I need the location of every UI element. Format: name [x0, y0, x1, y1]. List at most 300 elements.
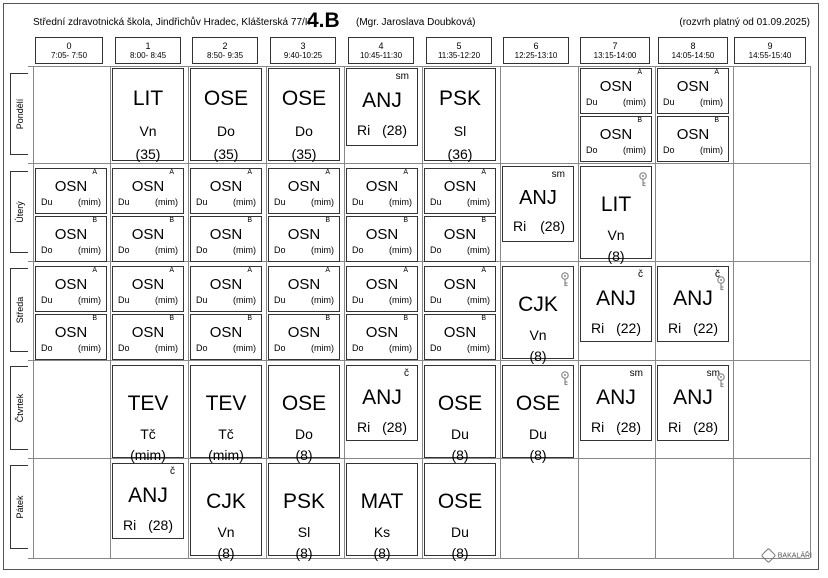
- period-header: [192, 37, 258, 64]
- lesson-card[interactable]: [112, 68, 184, 161]
- school-name: Střední zdravotnická škola, Jindřichův Hradec, Klášterská 77/II: [33, 17, 311, 28]
- split-lesson-group: B: [92, 315, 97, 322]
- period-time: 12:25-13:10: [514, 51, 558, 60]
- split-lesson-teacher: Du: [274, 295, 286, 305]
- lesson-teacher: Ri: [668, 320, 682, 336]
- split-lesson-room: (mim): [233, 197, 256, 207]
- lesson-card[interactable]: [112, 463, 184, 539]
- lesson-teacher: Do: [295, 123, 313, 139]
- grid-line-vertical: [110, 66, 111, 558]
- split-lesson-subject: OSN: [54, 324, 88, 341]
- lesson-subject: ANJ: [596, 386, 636, 409]
- split-lesson-subject: OSN: [287, 324, 321, 341]
- lesson-room: (35): [135, 146, 161, 162]
- split-lesson-subject: OSN: [365, 276, 399, 293]
- split-lesson-group: B: [403, 217, 408, 224]
- lesson-teacher: Tč: [218, 426, 234, 442]
- split-lesson-card[interactable]: [35, 314, 107, 360]
- split-lesson-room: (mim): [467, 197, 490, 207]
- lesson-group: č: [170, 466, 175, 477]
- split-lesson-teacher: Du: [430, 295, 442, 305]
- split-lesson-subject: OSN: [443, 324, 477, 341]
- grid-line-vertical: [733, 66, 734, 558]
- day-name: Středa: [14, 296, 25, 324]
- lesson-card[interactable]: [268, 365, 340, 463]
- grid-line-vertical: [344, 66, 345, 558]
- split-lesson-group: A: [92, 169, 97, 176]
- split-lesson-group: B: [714, 117, 719, 124]
- split-lesson-room: (mim): [623, 97, 646, 107]
- split-lesson-teacher: Do: [274, 245, 286, 255]
- split-lesson-group: B: [169, 315, 174, 322]
- period-header: [580, 37, 650, 64]
- split-lesson-room: (mim): [467, 343, 490, 353]
- split-lesson-card[interactable]: [190, 168, 262, 214]
- period-number: 8: [690, 41, 696, 51]
- key-icon: [638, 172, 648, 187]
- lesson-subject: TEV: [127, 392, 169, 415]
- lesson-teacher: Ri: [513, 218, 527, 234]
- split-lesson-card[interactable]: [190, 314, 262, 360]
- split-lesson-room: (mim): [623, 145, 646, 155]
- valid-from: (rozvrh platný od 01.09.2025): [679, 17, 810, 28]
- grid-line-vertical: [422, 66, 423, 558]
- split-lesson-subject: OSN: [599, 78, 633, 95]
- split-lesson-teacher: Du: [196, 295, 208, 305]
- lesson-subject: PSK: [438, 87, 482, 110]
- split-lesson-card[interactable]: [190, 216, 262, 262]
- lesson-teacher: Vn: [217, 524, 235, 540]
- split-lesson-room: (mim): [700, 145, 723, 155]
- split-lesson-card[interactable]: [580, 116, 652, 162]
- period-time: 14:55-15:40: [748, 51, 792, 60]
- split-lesson-group: A: [481, 267, 486, 274]
- split-lesson-group: B: [403, 315, 408, 322]
- split-lesson-room: (mim): [389, 343, 412, 353]
- lesson-teacher: Sl: [297, 524, 311, 540]
- lesson-card[interactable]: [580, 365, 652, 441]
- period-number: 6: [533, 41, 539, 51]
- split-lesson-group: A: [403, 169, 408, 176]
- split-lesson-teacher: Do: [430, 343, 442, 353]
- grid-line-horizontal: [28, 66, 810, 67]
- lesson-room: (22): [693, 320, 718, 336]
- split-lesson-card[interactable]: [268, 216, 340, 262]
- split-lesson-room: (mim): [78, 295, 101, 305]
- split-lesson-subject: OSN: [131, 226, 165, 243]
- split-lesson-room: (mim): [467, 245, 490, 255]
- lesson-room: (8): [451, 545, 469, 561]
- period-number: 2: [222, 41, 228, 51]
- lesson-card[interactable]: [268, 463, 340, 561]
- lesson-teacher: Ri: [591, 320, 605, 336]
- lesson-subject: MAT: [360, 490, 404, 513]
- lesson-card[interactable]: [424, 463, 496, 561]
- lesson-teacher: Ri: [591, 419, 605, 435]
- split-lesson-group: B: [247, 217, 252, 224]
- lesson-group: č: [638, 269, 643, 280]
- split-lesson-subject: OSN: [676, 126, 710, 143]
- split-lesson-card[interactable]: [657, 116, 729, 162]
- lesson-teacher: Du: [529, 426, 547, 442]
- split-lesson-card[interactable]: [424, 266, 496, 312]
- split-lesson-teacher: Du: [118, 197, 130, 207]
- period-number: 7: [612, 41, 618, 51]
- period-header: [658, 37, 728, 64]
- period-number: 1: [145, 41, 151, 51]
- split-lesson-teacher: Do: [118, 245, 130, 255]
- lesson-subject: PSK: [282, 490, 326, 513]
- grid-line-vertical: [188, 66, 189, 558]
- day-label: [10, 171, 28, 253]
- lesson-subject: TEV: [205, 392, 247, 415]
- split-lesson-subject: OSN: [676, 78, 710, 95]
- split-lesson-room: (mim): [155, 343, 178, 353]
- bakalari-logo: [763, 550, 812, 561]
- split-lesson-group: B: [247, 315, 252, 322]
- period-number: 0: [66, 41, 72, 51]
- key-icon: [716, 276, 726, 291]
- split-lesson-subject: OSN: [131, 276, 165, 293]
- split-lesson-group: B: [325, 217, 330, 224]
- lesson-room: (28): [382, 122, 407, 138]
- lesson-subject: ANJ: [673, 287, 713, 310]
- lesson-room: (8): [529, 447, 547, 463]
- split-lesson-subject: OSN: [54, 226, 88, 243]
- lesson-group: sm: [706, 368, 720, 379]
- lesson-teacher: Du: [451, 426, 469, 442]
- split-lesson-card[interactable]: [346, 314, 418, 360]
- lesson-subject: CJK: [518, 293, 558, 316]
- split-lesson-group: A: [403, 267, 408, 274]
- lesson-card[interactable]: [346, 365, 418, 441]
- lesson-subject: CJK: [206, 490, 246, 513]
- period-number: 5: [456, 41, 462, 51]
- lesson-room: (35): [291, 146, 317, 162]
- lesson-card[interactable]: [268, 68, 340, 161]
- lesson-card[interactable]: [502, 166, 574, 242]
- lesson-group: sm: [551, 169, 565, 180]
- grid-line-vertical: [578, 66, 579, 558]
- lesson-subject: LIT: [600, 193, 632, 216]
- split-lesson-teacher: Do: [118, 343, 130, 353]
- lesson-subject: OSE: [437, 392, 483, 415]
- key-icon: [560, 272, 570, 287]
- grid-line-vertical: [33, 66, 34, 558]
- period-time: 11:35-12:20: [437, 51, 481, 60]
- lesson-room: (36): [447, 146, 473, 162]
- lesson-card[interactable]: [424, 365, 496, 463]
- lesson-teacher: Ri: [357, 419, 371, 435]
- split-lesson-card[interactable]: [35, 216, 107, 262]
- lesson-card[interactable]: [346, 68, 418, 146]
- lesson-subject: ANJ: [596, 287, 636, 310]
- grid-line-vertical: [500, 66, 501, 558]
- lesson-room: (8): [607, 248, 625, 264]
- lesson-room: (28): [382, 419, 407, 435]
- lesson-card[interactable]: [346, 463, 418, 561]
- lesson-subject: ANJ: [673, 386, 713, 409]
- split-lesson-group: A: [325, 169, 330, 176]
- split-lesson-subject: OSN: [287, 178, 321, 195]
- split-lesson-group: B: [481, 315, 486, 322]
- lesson-subject: OSE: [281, 87, 327, 110]
- split-lesson-card[interactable]: [190, 266, 262, 312]
- split-lesson-room: (mim): [233, 295, 256, 305]
- split-lesson-group: A: [325, 267, 330, 274]
- lesson-teacher: Vn: [607, 227, 625, 243]
- period-number: 4: [378, 41, 384, 51]
- lesson-card[interactable]: [190, 463, 262, 561]
- period-time: 13:15-14:00: [593, 51, 637, 60]
- period-number: 3: [300, 41, 306, 51]
- split-lesson-room: (mim): [700, 97, 723, 107]
- lesson-room: (mim): [130, 447, 166, 463]
- period-header: [115, 37, 181, 64]
- lesson-subject: ANJ: [362, 89, 402, 112]
- split-lesson-card[interactable]: [268, 314, 340, 360]
- day-name: Čtvrtek: [14, 393, 25, 423]
- split-lesson-teacher: Du: [41, 295, 53, 305]
- split-lesson-room: (mim): [311, 343, 334, 353]
- lesson-card[interactable]: [190, 365, 262, 463]
- key-icon: [716, 373, 726, 388]
- split-lesson-card[interactable]: [35, 266, 107, 312]
- grid-line-horizontal: [28, 558, 810, 559]
- split-lesson-teacher: Du: [274, 197, 286, 207]
- lesson-teacher: Ri: [123, 517, 137, 533]
- day-label: [10, 73, 28, 155]
- period-time: 14:05-14:50: [671, 51, 715, 60]
- split-lesson-room: (mim): [233, 245, 256, 255]
- period-time: 9:40-10:25: [283, 51, 323, 60]
- split-lesson-subject: OSN: [365, 226, 399, 243]
- split-lesson-teacher: Du: [586, 97, 598, 107]
- split-lesson-teacher: Do: [41, 343, 53, 353]
- period-time: 8:50- 9:35: [206, 51, 244, 60]
- split-lesson-room: (mim): [311, 295, 334, 305]
- lesson-teacher: Ri: [357, 122, 371, 138]
- grid-line-vertical: [810, 66, 811, 558]
- split-lesson-subject: OSN: [54, 276, 88, 293]
- split-lesson-room: (mim): [155, 245, 178, 255]
- split-lesson-card[interactable]: [346, 266, 418, 312]
- split-lesson-room: (mim): [233, 343, 256, 353]
- day-name: Pondělí: [14, 98, 25, 130]
- lesson-subject: ANJ: [128, 484, 168, 507]
- day-label: [10, 268, 28, 352]
- period-header: [35, 37, 103, 64]
- lesson-teacher: Do: [295, 426, 313, 442]
- split-lesson-subject: OSN: [443, 178, 477, 195]
- split-lesson-group: B: [637, 117, 642, 124]
- period-time: 7:05- 7:50: [50, 51, 88, 60]
- lesson-room: (8): [529, 348, 547, 364]
- split-lesson-card[interactable]: [580, 68, 652, 114]
- lesson-room: (mim): [208, 447, 244, 463]
- split-lesson-room: (mim): [78, 245, 101, 255]
- lesson-teacher: Vn: [529, 327, 547, 343]
- lesson-room: (8): [451, 447, 469, 463]
- day-label: [10, 366, 28, 450]
- split-lesson-teacher: Du: [118, 295, 130, 305]
- lesson-teacher: Do: [217, 123, 235, 139]
- split-lesson-card[interactable]: [35, 168, 107, 214]
- lesson-card[interactable]: [112, 365, 184, 463]
- grid-line-horizontal: [28, 163, 810, 164]
- split-lesson-card[interactable]: [268, 266, 340, 312]
- split-lesson-group: A: [714, 69, 719, 76]
- day-label: [10, 465, 28, 549]
- period-time: 10:45-11:30: [359, 51, 403, 60]
- split-lesson-card[interactable]: [424, 314, 496, 360]
- split-lesson-teacher: Do: [586, 145, 598, 155]
- split-lesson-card[interactable]: [112, 216, 184, 262]
- split-lesson-subject: OSN: [287, 276, 321, 293]
- split-lesson-room: (mim): [311, 245, 334, 255]
- split-lesson-subject: OSN: [131, 324, 165, 341]
- lesson-group: č: [404, 368, 409, 379]
- split-lesson-teacher: Do: [196, 343, 208, 353]
- grid-line-vertical: [266, 66, 267, 558]
- lesson-subject: LIT: [132, 87, 164, 110]
- split-lesson-room: (mim): [155, 197, 178, 207]
- split-lesson-group: A: [169, 169, 174, 176]
- split-lesson-subject: OSN: [209, 324, 243, 341]
- lesson-group: sm: [395, 71, 409, 82]
- lesson-card[interactable]: [424, 68, 496, 161]
- split-lesson-teacher: Du: [41, 197, 53, 207]
- split-lesson-subject: OSN: [287, 226, 321, 243]
- split-lesson-subject: OSN: [365, 324, 399, 341]
- class-name: 4.B: [307, 9, 340, 32]
- split-lesson-teacher: Do: [352, 245, 364, 255]
- split-lesson-card[interactable]: [268, 168, 340, 214]
- split-lesson-teacher: Du: [352, 197, 364, 207]
- lesson-room: (28): [540, 218, 565, 234]
- lesson-teacher: Ks: [373, 524, 391, 540]
- lesson-room: (28): [148, 517, 173, 533]
- lesson-room: (8): [217, 545, 235, 561]
- split-lesson-subject: OSN: [365, 178, 399, 195]
- split-lesson-teacher: Du: [430, 197, 442, 207]
- split-lesson-room: (mim): [389, 197, 412, 207]
- split-lesson-group: A: [169, 267, 174, 274]
- lesson-room: (8): [295, 545, 313, 561]
- lesson-group: sm: [629, 368, 643, 379]
- split-lesson-card[interactable]: [657, 68, 729, 114]
- lesson-subject: OSE: [281, 392, 327, 415]
- lesson-room: (28): [616, 419, 641, 435]
- split-lesson-teacher: Do: [352, 343, 364, 353]
- split-lesson-room: (mim): [311, 197, 334, 207]
- lesson-subject: OSE: [515, 392, 561, 415]
- split-lesson-subject: OSN: [443, 276, 477, 293]
- split-lesson-card[interactable]: [424, 168, 496, 214]
- split-lesson-group: B: [92, 217, 97, 224]
- split-lesson-room: (mim): [78, 197, 101, 207]
- day-name: Pátek: [14, 495, 25, 519]
- split-lesson-card[interactable]: [346, 216, 418, 262]
- split-lesson-room: (mim): [389, 295, 412, 305]
- lesson-room: (8): [373, 545, 391, 561]
- split-lesson-subject: OSN: [599, 126, 633, 143]
- split-lesson-subject: OSN: [131, 178, 165, 195]
- split-lesson-subject: OSN: [443, 226, 477, 243]
- split-lesson-card[interactable]: [112, 168, 184, 214]
- class-teacher: (Mgr. Jaroslava Doubková): [356, 17, 476, 28]
- split-lesson-teacher: Do: [663, 145, 675, 155]
- split-lesson-teacher: Du: [352, 295, 364, 305]
- lesson-group: č: [715, 269, 720, 280]
- lesson-teacher: Sl: [453, 123, 467, 139]
- lesson-room: (35): [213, 146, 239, 162]
- bakalari-logo-icon: [760, 548, 776, 564]
- split-lesson-group: A: [637, 69, 642, 76]
- split-lesson-group: A: [247, 267, 252, 274]
- lesson-subject: OSE: [203, 87, 249, 110]
- split-lesson-subject: OSN: [209, 226, 243, 243]
- split-lesson-teacher: Do: [274, 343, 286, 353]
- period-header: [734, 37, 806, 64]
- split-lesson-subject: OSN: [209, 178, 243, 195]
- split-lesson-teacher: Du: [663, 97, 675, 107]
- lesson-card[interactable]: [190, 68, 262, 161]
- key-icon: [560, 371, 570, 386]
- lesson-teacher: Du: [451, 524, 469, 540]
- split-lesson-group: B: [169, 217, 174, 224]
- lesson-teacher: Ri: [668, 419, 682, 435]
- split-lesson-subject: OSN: [54, 178, 88, 195]
- period-header: [348, 37, 414, 64]
- grid-line-horizontal: [28, 360, 810, 361]
- split-lesson-card[interactable]: [424, 216, 496, 262]
- period-header: [503, 37, 569, 64]
- split-lesson-card[interactable]: [112, 314, 184, 360]
- period-header: [270, 37, 336, 64]
- period-header: [426, 37, 492, 64]
- split-lesson-card[interactable]: [112, 266, 184, 312]
- split-lesson-room: (mim): [78, 343, 101, 353]
- split-lesson-teacher: Do: [430, 245, 442, 255]
- split-lesson-room: (mim): [389, 245, 412, 255]
- split-lesson-teacher: Do: [196, 245, 208, 255]
- lesson-teacher: Vn: [139, 123, 157, 139]
- lesson-room: (8): [295, 447, 313, 463]
- split-lesson-teacher: Du: [196, 197, 208, 207]
- period-time: 8:00- 8:45: [129, 51, 167, 60]
- split-lesson-card[interactable]: [346, 168, 418, 214]
- lesson-room: (28): [693, 419, 718, 435]
- split-lesson-group: B: [481, 217, 486, 224]
- split-lesson-teacher: Do: [41, 245, 53, 255]
- lesson-subject: ANJ: [362, 386, 402, 409]
- split-lesson-room: (mim): [155, 295, 178, 305]
- lesson-card[interactable]: [580, 266, 652, 342]
- split-lesson-group: A: [92, 267, 97, 274]
- lesson-subject: OSE: [437, 490, 483, 513]
- split-lesson-group: A: [247, 169, 252, 176]
- period-number: 9: [767, 41, 773, 51]
- lesson-room: (22): [616, 320, 641, 336]
- split-lesson-subject: OSN: [209, 276, 243, 293]
- lesson-teacher: Tč: [140, 426, 156, 442]
- lesson-subject: ANJ: [519, 187, 557, 209]
- day-name: Úterý: [14, 201, 25, 223]
- logo-text: BAKALÁŘI: [777, 552, 812, 560]
- grid-line-vertical: [655, 66, 656, 558]
- split-lesson-group: A: [481, 169, 486, 176]
